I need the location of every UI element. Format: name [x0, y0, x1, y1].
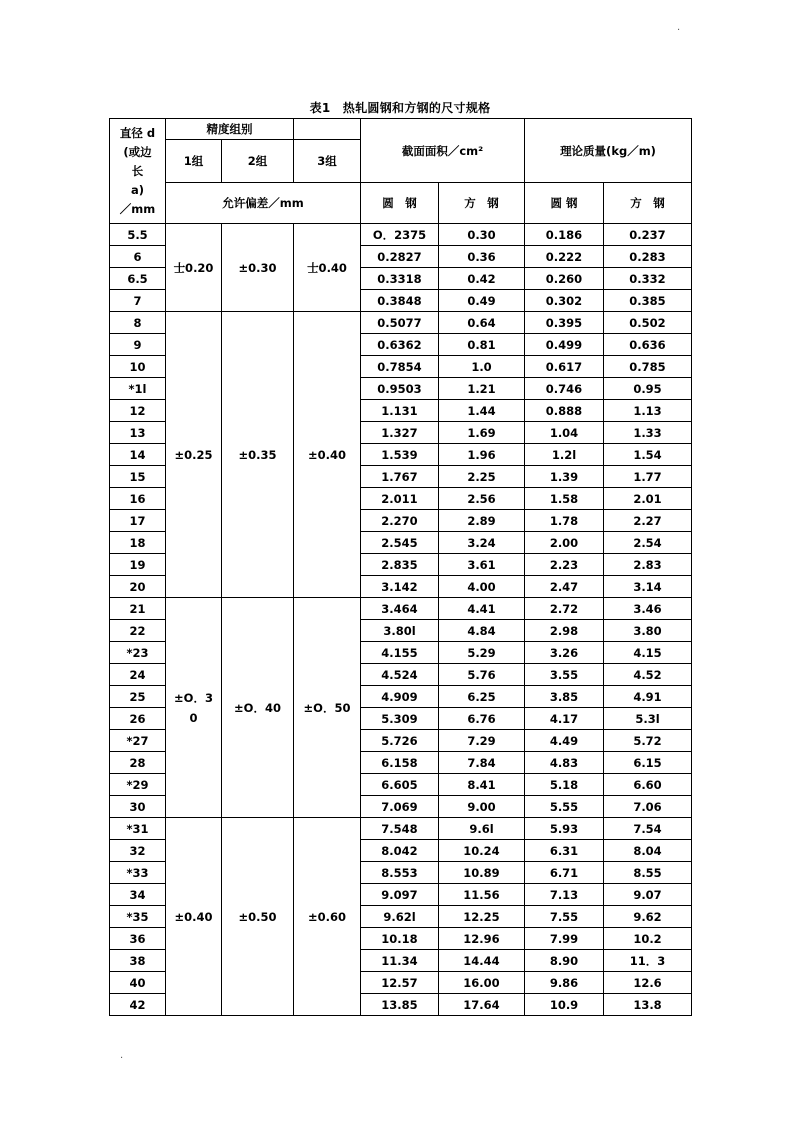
header-mass: 理论质量(kg／m): [525, 119, 692, 183]
cell-square-mass: 0.502: [604, 312, 692, 334]
cell-square-mass: 3.80: [604, 620, 692, 642]
cell-size: 32: [110, 840, 166, 862]
cell-round-area: 1.539: [361, 444, 439, 466]
cell-round-area: 7.069: [361, 796, 439, 818]
cell-square-mass: 0.636: [604, 334, 692, 356]
table-row: [110, 224, 692, 246]
cell-size: 30: [110, 796, 166, 818]
header-empty: [294, 119, 361, 140]
cell-square-area: 1.44: [439, 400, 525, 422]
cell-round-mass: 1.2l: [525, 444, 604, 466]
table-row: [110, 598, 692, 620]
cell-size: 6.5: [110, 268, 166, 290]
cell-square-area: 12.96: [439, 928, 525, 950]
cell-round-area: 0.9503: [361, 378, 439, 400]
cell-round-area: 4.155: [361, 642, 439, 664]
cell-round-mass: 10.9: [525, 994, 604, 1016]
cell-square-area: 12.25: [439, 906, 525, 928]
cell-square-mass: 4.52: [604, 664, 692, 686]
cell-round-mass: 1.58: [525, 488, 604, 510]
cell-size: 14: [110, 444, 166, 466]
cell-round-area: 1.327: [361, 422, 439, 444]
cell-tol-group1: ±O．3 0: [166, 598, 222, 818]
cell-square-area: 7.84: [439, 752, 525, 774]
cell-square-area: 3.61: [439, 554, 525, 576]
cell-square-area: 10.89: [439, 862, 525, 884]
cell-round-area: 10.18: [361, 928, 439, 950]
cell-size: 28: [110, 752, 166, 774]
corner-mark-top: .: [677, 22, 681, 33]
cell-tol-group3: ±O．50: [294, 598, 361, 818]
cell-square-mass: 0.237: [604, 224, 692, 246]
cell-size: *23: [110, 642, 166, 664]
cell-round-mass: 0.499: [525, 334, 604, 356]
header-square-area: 方 钢: [439, 183, 525, 224]
cell-square-mass: 7.54: [604, 818, 692, 840]
cell-round-mass: 2.00: [525, 532, 604, 554]
cell-square-mass: 5.3l: [604, 708, 692, 730]
cell-round-mass: 5.18: [525, 774, 604, 796]
cell-round-area: 0.2827: [361, 246, 439, 268]
cell-round-mass: 1.78: [525, 510, 604, 532]
cell-round-mass: 3.85: [525, 686, 604, 708]
cell-square-mass: 0.385: [604, 290, 692, 312]
cell-round-area: 2.545: [361, 532, 439, 554]
cell-square-area: 9.6l: [439, 818, 525, 840]
cell-tol-group3: 士0.40: [294, 224, 361, 312]
header-diameter: 直径 d (或边 长 a) ／mm: [110, 119, 166, 224]
cell-size: 40: [110, 972, 166, 994]
cell-round-area: 2.835: [361, 554, 439, 576]
cell-square-area: 5.76: [439, 664, 525, 686]
cell-square-area: 6.76: [439, 708, 525, 730]
cell-round-mass: 3.55: [525, 664, 604, 686]
cell-square-mass: 2.54: [604, 532, 692, 554]
cell-size: 7: [110, 290, 166, 312]
cell-round-mass: 0.186: [525, 224, 604, 246]
cell-round-area: 6.605: [361, 774, 439, 796]
cell-size: 17: [110, 510, 166, 532]
cell-size: 15: [110, 466, 166, 488]
cell-round-area: 5.309: [361, 708, 439, 730]
header-group1: 1组: [166, 140, 222, 183]
cell-square-area: 9.00: [439, 796, 525, 818]
cell-square-mass: 8.04: [604, 840, 692, 862]
cell-tol-group3: ±0.60: [294, 818, 361, 1016]
cell-round-mass: 6.71: [525, 862, 604, 884]
cell-square-area: 14.44: [439, 950, 525, 972]
cell-round-mass: 7.55: [525, 906, 604, 928]
table-caption: 表1 热轧圆钢和方钢的尺寸规格: [309, 101, 491, 115]
cell-size: 21: [110, 598, 166, 620]
cell-square-mass: 10.2: [604, 928, 692, 950]
cell-square-area: 6.25: [439, 686, 525, 708]
cell-round-area: 1.131: [361, 400, 439, 422]
cell-size: 13: [110, 422, 166, 444]
cell-round-area: 12.57: [361, 972, 439, 994]
cell-square-area: 0.49: [439, 290, 525, 312]
cell-round-mass: 4.83: [525, 752, 604, 774]
cell-size: *31: [110, 818, 166, 840]
header-round-mass: 圆 钢: [525, 183, 604, 224]
cell-square-mass: 0.283: [604, 246, 692, 268]
cell-square-mass: 5.72: [604, 730, 692, 752]
cell-round-area: 4.524: [361, 664, 439, 686]
cell-size: 22: [110, 620, 166, 642]
cell-square-area: 1.69: [439, 422, 525, 444]
cell-square-area: 10.24: [439, 840, 525, 862]
cell-size: 20: [110, 576, 166, 598]
cell-tol-group3: ±0.40: [294, 312, 361, 598]
cell-round-mass: 7.99: [525, 928, 604, 950]
header-group3: 3组: [294, 140, 361, 183]
cell-round-mass: 0.395: [525, 312, 604, 334]
cell-square-area: 4.00: [439, 576, 525, 598]
cell-square-area: 4.41: [439, 598, 525, 620]
cell-round-area: 3.142: [361, 576, 439, 598]
cell-round-mass: 5.55: [525, 796, 604, 818]
cell-size: 12: [110, 400, 166, 422]
cell-round-area: 4.909: [361, 686, 439, 708]
cell-round-area: 2.270: [361, 510, 439, 532]
cell-tol-group1: ±0.25: [166, 312, 222, 598]
cell-size: 24: [110, 664, 166, 686]
cell-square-mass: 9.07: [604, 884, 692, 906]
cell-square-mass: 8.55: [604, 862, 692, 884]
cell-round-area: 8.042: [361, 840, 439, 862]
cell-round-area: 6.158: [361, 752, 439, 774]
cell-square-area: 8.41: [439, 774, 525, 796]
cell-size: 25: [110, 686, 166, 708]
cell-square-mass: 3.46: [604, 598, 692, 620]
cell-round-mass: 0.222: [525, 246, 604, 268]
cell-round-area: 11.34: [361, 950, 439, 972]
cell-round-mass: 2.23: [525, 554, 604, 576]
cell-size: 42: [110, 994, 166, 1016]
cell-round-area: 13.85: [361, 994, 439, 1016]
cell-square-mass: 2.83: [604, 554, 692, 576]
cell-square-area: 1.0: [439, 356, 525, 378]
cell-square-mass: 2.01: [604, 488, 692, 510]
cell-square-mass: 4.15: [604, 642, 692, 664]
cell-tol-group2: ±0.35: [222, 312, 294, 598]
cell-size: *29: [110, 774, 166, 796]
cell-round-mass: 8.90: [525, 950, 604, 972]
cell-size: 8: [110, 312, 166, 334]
cell-round-mass: 0.888: [525, 400, 604, 422]
cell-round-mass: 7.13: [525, 884, 604, 906]
cell-round-mass: 0.260: [525, 268, 604, 290]
cell-round-area: 8.553: [361, 862, 439, 884]
cell-round-mass: 6.31: [525, 840, 604, 862]
cell-round-area: 7.548: [361, 818, 439, 840]
cell-size: 38: [110, 950, 166, 972]
cell-round-area: 0.6362: [361, 334, 439, 356]
cell-square-area: 0.30: [439, 224, 525, 246]
cell-square-area: 0.42: [439, 268, 525, 290]
cell-square-area: 11.56: [439, 884, 525, 906]
cell-square-mass: 0.332: [604, 268, 692, 290]
cell-tol-group1: 士0.20: [166, 224, 222, 312]
cell-round-mass: 4.49: [525, 730, 604, 752]
cell-square-area: 1.96: [439, 444, 525, 466]
cell-tol-group2: ±O．40: [222, 598, 294, 818]
cell-size: 34: [110, 884, 166, 906]
cell-square-area: 4.84: [439, 620, 525, 642]
header-round-area: 圆 钢: [361, 183, 439, 224]
cell-square-area: 0.36: [439, 246, 525, 268]
cell-round-mass: 9.86: [525, 972, 604, 994]
cell-round-mass: 5.93: [525, 818, 604, 840]
header-group2: 2组: [222, 140, 294, 183]
cell-round-area: 5.726: [361, 730, 439, 752]
cell-round-mass: 2.98: [525, 620, 604, 642]
cell-square-mass: 0.785: [604, 356, 692, 378]
table-row: [110, 818, 692, 840]
cell-square-mass: 1.54: [604, 444, 692, 466]
cell-size: *33: [110, 862, 166, 884]
cell-square-area: 0.64: [439, 312, 525, 334]
header-precision-group: 精度组别: [166, 119, 294, 140]
cell-square-mass: 2.27: [604, 510, 692, 532]
cell-square-mass: 12.6: [604, 972, 692, 994]
cell-round-area: 1.767: [361, 466, 439, 488]
cell-round-area: 9.62l: [361, 906, 439, 928]
cell-square-area: 2.25: [439, 466, 525, 488]
cell-size: 9: [110, 334, 166, 356]
cell-size: 36: [110, 928, 166, 950]
cell-square-mass: 13.8: [604, 994, 692, 1016]
cell-square-mass: 7.06: [604, 796, 692, 818]
cell-size: 5.5: [110, 224, 166, 246]
cell-tol-group1: ±0.40: [166, 818, 222, 1016]
cell-round-area: 9.097: [361, 884, 439, 906]
cell-size: 16: [110, 488, 166, 510]
cell-square-mass: 11．3: [604, 950, 692, 972]
cell-square-area: 5.29: [439, 642, 525, 664]
cell-round-mass: 0.746: [525, 378, 604, 400]
cell-square-area: 3.24: [439, 532, 525, 554]
cell-round-area: O．2375: [361, 224, 439, 246]
cell-round-area: 3.80l: [361, 620, 439, 642]
cell-round-mass: 2.47: [525, 576, 604, 598]
header-area: 截面面积／cm²: [361, 119, 525, 183]
cell-square-mass: 9.62: [604, 906, 692, 928]
cell-size: 10: [110, 356, 166, 378]
cell-square-area: 16.00: [439, 972, 525, 994]
cell-size: 26: [110, 708, 166, 730]
cell-square-mass: 1.77: [604, 466, 692, 488]
cell-square-mass: 6.60: [604, 774, 692, 796]
cell-square-area: 0.81: [439, 334, 525, 356]
cell-square-area: 2.89: [439, 510, 525, 532]
cell-square-mass: 1.33: [604, 422, 692, 444]
cell-square-mass: 4.91: [604, 686, 692, 708]
cell-round-area: 0.3318: [361, 268, 439, 290]
cell-round-mass: 0.617: [525, 356, 604, 378]
header-square-mass: 方 钢: [604, 183, 692, 224]
cell-square-mass: 6.15: [604, 752, 692, 774]
cell-square-area: 1.21: [439, 378, 525, 400]
cell-tol-group2: ±0.30: [222, 224, 294, 312]
cell-round-mass: 1.39: [525, 466, 604, 488]
cell-round-mass: 0.302: [525, 290, 604, 312]
cell-square-mass: 1.13: [604, 400, 692, 422]
header-tolerance: 允许偏差／mm: [166, 183, 361, 224]
cell-square-area: 2.56: [439, 488, 525, 510]
cell-square-mass: 3.14: [604, 576, 692, 598]
cell-size: 6: [110, 246, 166, 268]
cell-round-mass: 4.17: [525, 708, 604, 730]
cell-size: 18: [110, 532, 166, 554]
cell-tol-group2: ±0.50: [222, 818, 294, 1016]
cell-size: *1l: [110, 378, 166, 400]
cell-square-area: 7.29: [439, 730, 525, 752]
cell-round-area: 0.7854: [361, 356, 439, 378]
corner-mark-bottom: .: [120, 1050, 124, 1061]
cell-square-area: 17.64: [439, 994, 525, 1016]
table-row: [110, 312, 692, 334]
cell-square-mass: 0.95: [604, 378, 692, 400]
cell-round-mass: 3.26: [525, 642, 604, 664]
cell-round-mass: 2.72: [525, 598, 604, 620]
cell-round-area: 0.3848: [361, 290, 439, 312]
steel-size-table: [109, 118, 692, 1016]
cell-round-area: 2.011: [361, 488, 439, 510]
cell-round-mass: 1.04: [525, 422, 604, 444]
cell-size: *35: [110, 906, 166, 928]
cell-size: 19: [110, 554, 166, 576]
cell-round-area: 0.5077: [361, 312, 439, 334]
cell-round-area: 3.464: [361, 598, 439, 620]
cell-size: *27: [110, 730, 166, 752]
